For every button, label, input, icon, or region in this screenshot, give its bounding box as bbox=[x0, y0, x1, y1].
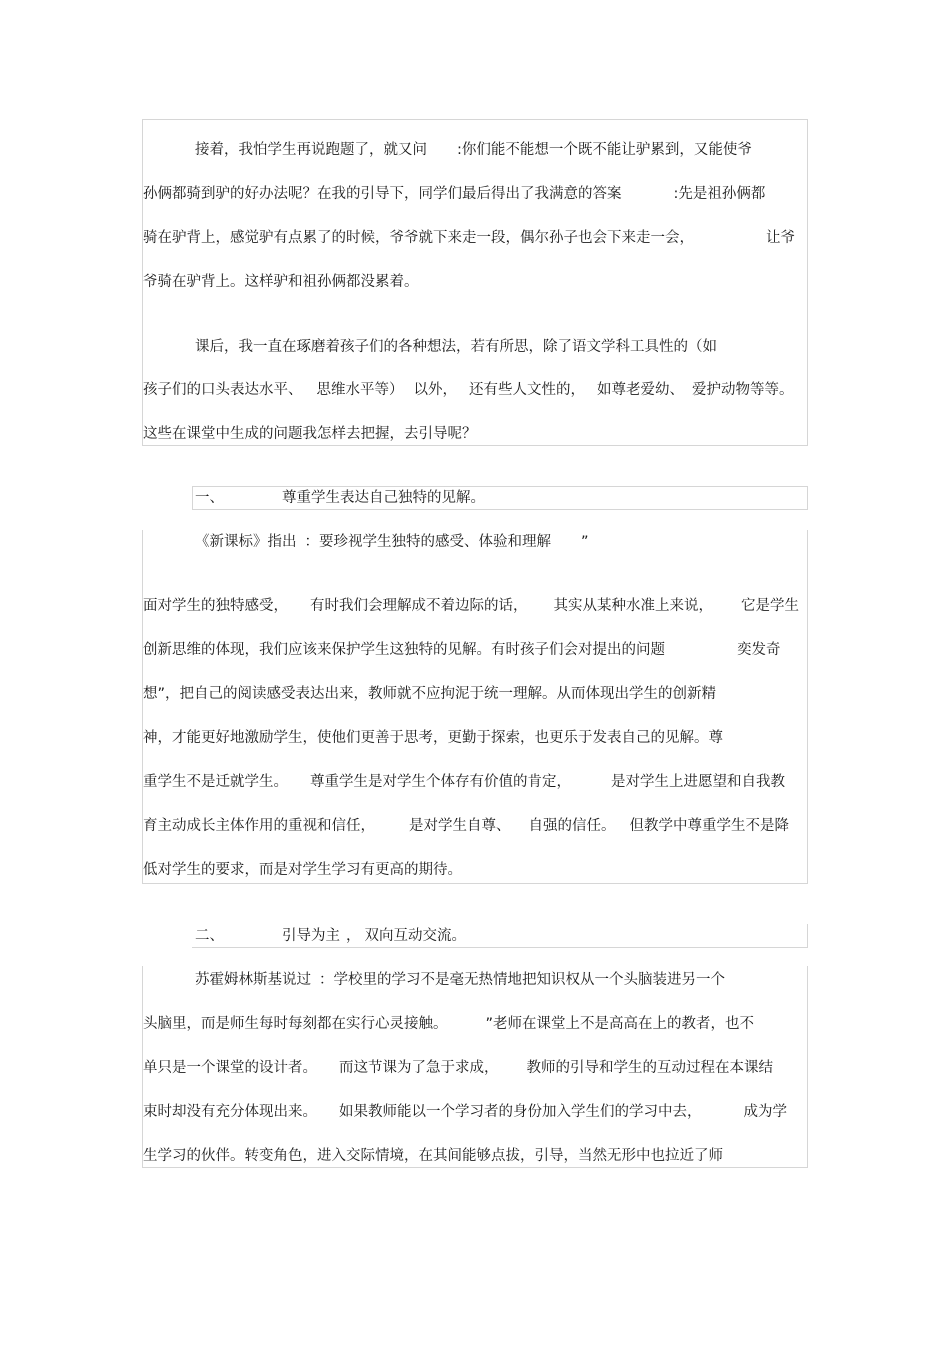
section1-title: 尊重学生表达自己独特的见解。 bbox=[282, 490, 485, 506]
paragraph-line: 孙俩都骑到驴的好办法呢？在我的引导下，同学们最后得出了我满意的答案 :先是祖孙俩都 bbox=[143, 186, 766, 202]
section1-quote: 《新课标》指出 ：要珍视学生独特的感受、体验和理解 ” bbox=[195, 534, 589, 550]
paragraph-line: 接着，我怕学生再说跑题了，就又问 :你们能不能想一个既不能让驴累到，又能使爷 bbox=[195, 142, 752, 158]
paragraph-line: 孩子们的口头表达水平、 思维水平等） 以外， 还有些人文性的， 如尊老爱幼、 爱护动物等等。 bbox=[143, 382, 794, 398]
section2-title: 引导为主 ， 双向互动交流。 bbox=[282, 928, 466, 944]
section2-heading bbox=[195, 926, 466, 946]
paragraph-line: 重学生不是迁就学生。 尊重学生是对学生个体存有价值的肯定， 是对学生上进愿望和自我教 bbox=[143, 774, 785, 790]
paragraph-line: 创新思维的体现，我们应该来保护学生这独特的见解。有时孩子们会对提出的问题 奕发奇 bbox=[143, 642, 781, 658]
section1-number: 一、 bbox=[195, 490, 224, 506]
paragraph-line: 束时却没有充分体现出来。 如果教师能以一个学习者的身份加入学生们的学习中去， 成为学 bbox=[143, 1104, 787, 1120]
paragraph-line: 头脑里，而是师生每时每刻都在实行心灵接触。 ”老师在课堂上不是高高在上的教者，也不 bbox=[143, 1016, 755, 1032]
paragraph-line: 苏霍姆林斯基说过 ：学校里的学习不是毫无热情地把知识权从一个头脑装进另一个 bbox=[195, 972, 725, 988]
paragraph-line: 课后，我一直在琢磨着孩子们的各种想法，若有所思，除了语文学科工具性的（如 bbox=[195, 339, 717, 355]
paragraph-line: 生学习的伙伴。转变角色，进入交际情境，在其间能够点拔，引导，当然无形中也拉近了师 bbox=[143, 1148, 723, 1164]
paragraph-line: 育主动成长主体作用的重视和信任， 是对学生自尊、 自强的信任。 但教学中尊重学生不是降 bbox=[143, 818, 789, 834]
paragraph-line: 骑在驴背上，感觉驴有点累了的时候，爷爷就下来走一段，偶尔孙子也会下来走一会， 让爷 bbox=[143, 230, 795, 246]
paragraph-line: 单只是一个课堂的设计者。 而这节课为了急于求成， 教师的引导和学生的互动过程在本课结 bbox=[143, 1060, 773, 1076]
paragraph-line: 这些在课堂中生成的问题我怎样去把握，去引导呢？ bbox=[143, 426, 477, 442]
paragraph-line: 低对学生的要求，而是对学生学习有更高的期待。 bbox=[143, 862, 462, 878]
paragraph-line: 神，才能更好地激励学生，使他们更善于思考，更勤于探索，也更乐于发表自己的见解。尊 bbox=[143, 730, 723, 746]
section1-heading bbox=[195, 488, 485, 508]
paragraph-line: 面对学生的独特感受， 有时我们会理解成不着边际的话， 其实从某种水准上来说， 它是学生 bbox=[143, 598, 799, 614]
section2-number: 二、 bbox=[195, 928, 224, 944]
paragraph-line: 爷骑在驴背上。这样驴和祖孙俩都没累着。 bbox=[143, 274, 419, 290]
paragraph-line: 想”，把自己的阅读感受表达出来，教师就不应拘泥于统一理解。从而体现出学生的创新精 bbox=[143, 686, 717, 702]
